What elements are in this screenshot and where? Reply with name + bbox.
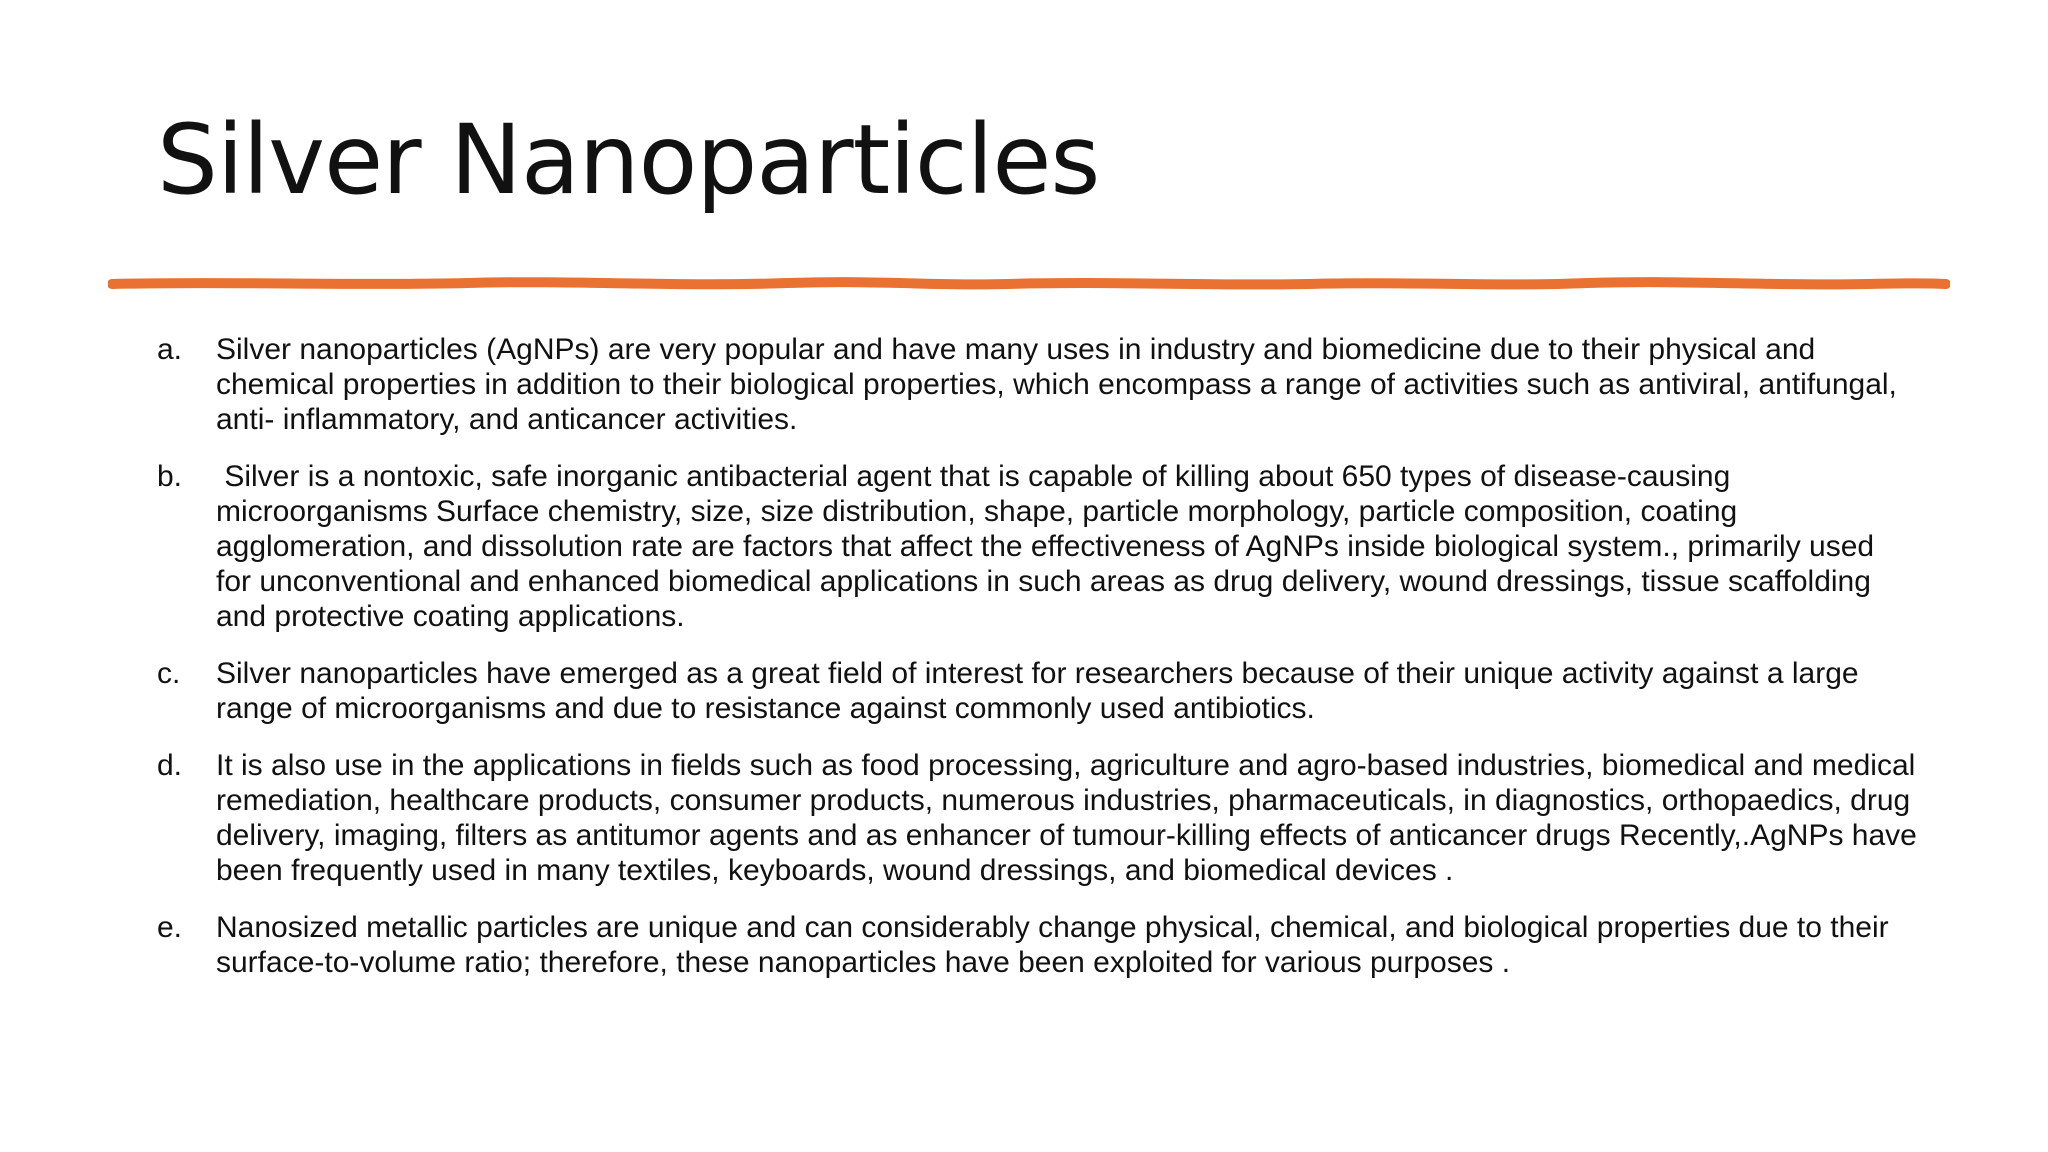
list-marker: d. bbox=[157, 749, 183, 782]
list-item-text: Silver is a nontoxic, safe inorganic antibacterial agent that is capable of killing about 650 types of disease-causing microorganisms Surface chemistry, size, size distribution, shape, particle morphology, particle composition, coating agglomeration, and dissolution rate are factors that affect the effectiveness of AgNPs inside biological system., primarily used for unconventional and enhanced biomedical applications in such areas as drug delivery, wound dressings, tissue scaffolding and protective coating applications. bbox=[216, 460, 1883, 633]
list-item bbox=[157, 459, 1917, 634]
list-item bbox=[157, 332, 1917, 437]
list-marker: a. bbox=[157, 333, 183, 366]
list-item-text: It is also use in the applications in fields such as food processing, agriculture and agro-based industries, biomedical and medical remediation, healthcare products, consumer products, numerous industries, pharmaceuticals, in diagnostics, orthopaedics, drug delivery, imaging, filters as antitumor agents and as enhancer of tumour-killing effects of anticancer drugs Recently,.AgNPs have been frequently used in many textiles, keyboards, wound dressings, and biomedical devices . bbox=[216, 749, 1917, 887]
list-marker: e. bbox=[157, 911, 183, 944]
title-divider bbox=[108, 270, 1950, 300]
list-item bbox=[157, 910, 1917, 980]
list-marker: c. bbox=[157, 657, 181, 690]
bullet-list bbox=[157, 332, 1917, 1002]
list-item bbox=[157, 656, 1917, 726]
list-item-text: Nanosized metallic particles are unique and can considerably change physical, chemical, and biological properties due to their surface-to-volume ratio; therefore, these nanoparticles have been exploited for various purposes . bbox=[216, 911, 1889, 979]
list-item bbox=[157, 748, 1917, 888]
divider-stroke bbox=[112, 282, 1946, 284]
slide-title: Silver Nanoparticles bbox=[157, 104, 1100, 216]
list-item-text: Silver nanoparticles have emerged as a great field of interest for researchers because of their unique activity against a large range of microorganisms and due to resistance against commonly used antibiotics. bbox=[216, 657, 1859, 725]
list-item-text: Silver nanoparticles (AgNPs) are very popular and have many uses in industry and biomedicine due to their physical and chemical properties in addition to their biological properties, which encompass a range of activities such as antiviral, antifungal, anti- inflammatory, and anticancer activities. bbox=[216, 333, 1897, 436]
list-marker: b. bbox=[157, 460, 183, 493]
